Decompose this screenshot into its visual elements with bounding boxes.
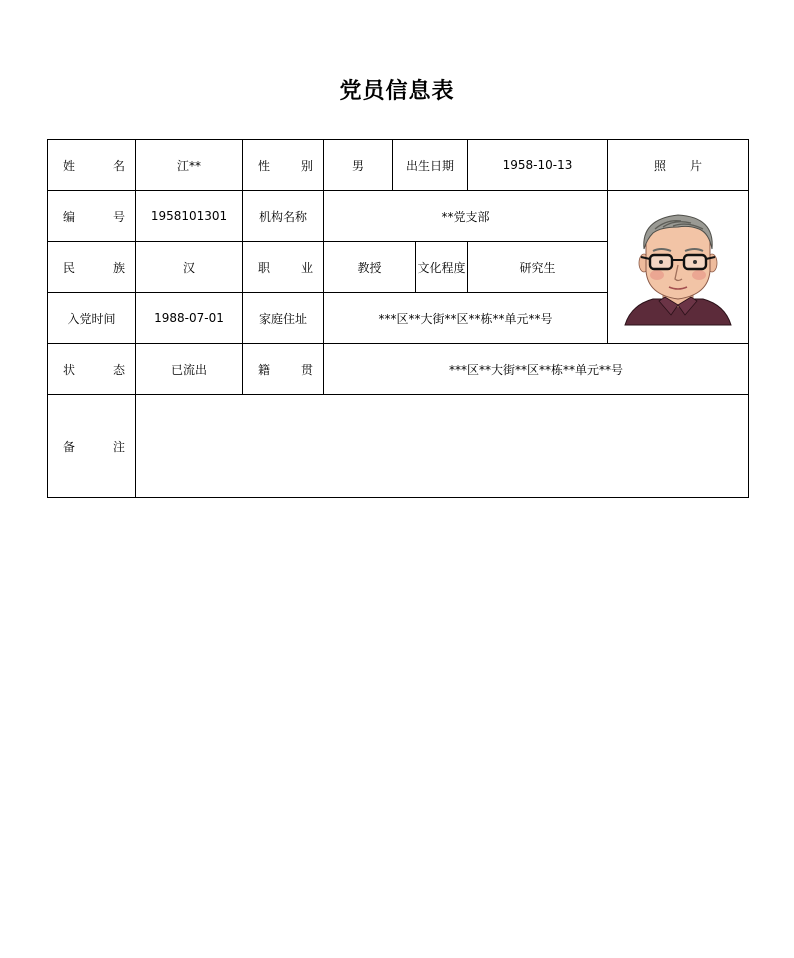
photo-cell [608, 191, 749, 344]
gender-label: 性 别 [243, 140, 324, 191]
job-value: 教授 [324, 242, 416, 293]
table-row [48, 140, 749, 191]
ethnic-label: 民 族 [48, 242, 136, 293]
org-label: 机构名称 [243, 191, 324, 242]
page-title: 党员信息表 [339, 79, 455, 104]
remark-value[interactable] [136, 395, 749, 498]
table-row [48, 344, 749, 395]
status-value: 已流出 [136, 344, 243, 395]
birth-label: 出生日期 [393, 140, 468, 191]
org-value: **党支部 [324, 191, 608, 242]
join-label: 入党时间 [48, 293, 136, 344]
table-row [48, 191, 749, 242]
member-photo-illustration [619, 205, 737, 329]
status-label: 状 态 [48, 344, 136, 395]
gender-value: 男 [324, 140, 393, 191]
name-value: 江** [136, 140, 243, 191]
table-row [48, 395, 749, 498]
edu-value: 研究生 [468, 242, 608, 293]
number-label: 编 号 [48, 191, 136, 242]
native-label: 籍 贯 [243, 344, 324, 395]
address-value: ***区**大街**区**栋**单元**号 [324, 293, 608, 344]
name-label: 姓 名 [48, 140, 136, 191]
photo-label: 照 片 [608, 140, 749, 191]
edu-label: 文化程度 [416, 242, 468, 293]
remark-label: 备 注 [48, 395, 136, 498]
address-label: 家庭住址 [243, 293, 324, 344]
ethnic-value: 汉 [136, 242, 243, 293]
member-info-table [47, 139, 749, 498]
join-value: 1988-07-01 [136, 293, 243, 344]
native-value: ***区**大街**区**栋**单元**号 [324, 344, 749, 395]
job-label: 职 业 [243, 242, 324, 293]
birth-value: 1958-10-13 [468, 140, 608, 191]
number-value: 1958101301 [136, 191, 243, 242]
